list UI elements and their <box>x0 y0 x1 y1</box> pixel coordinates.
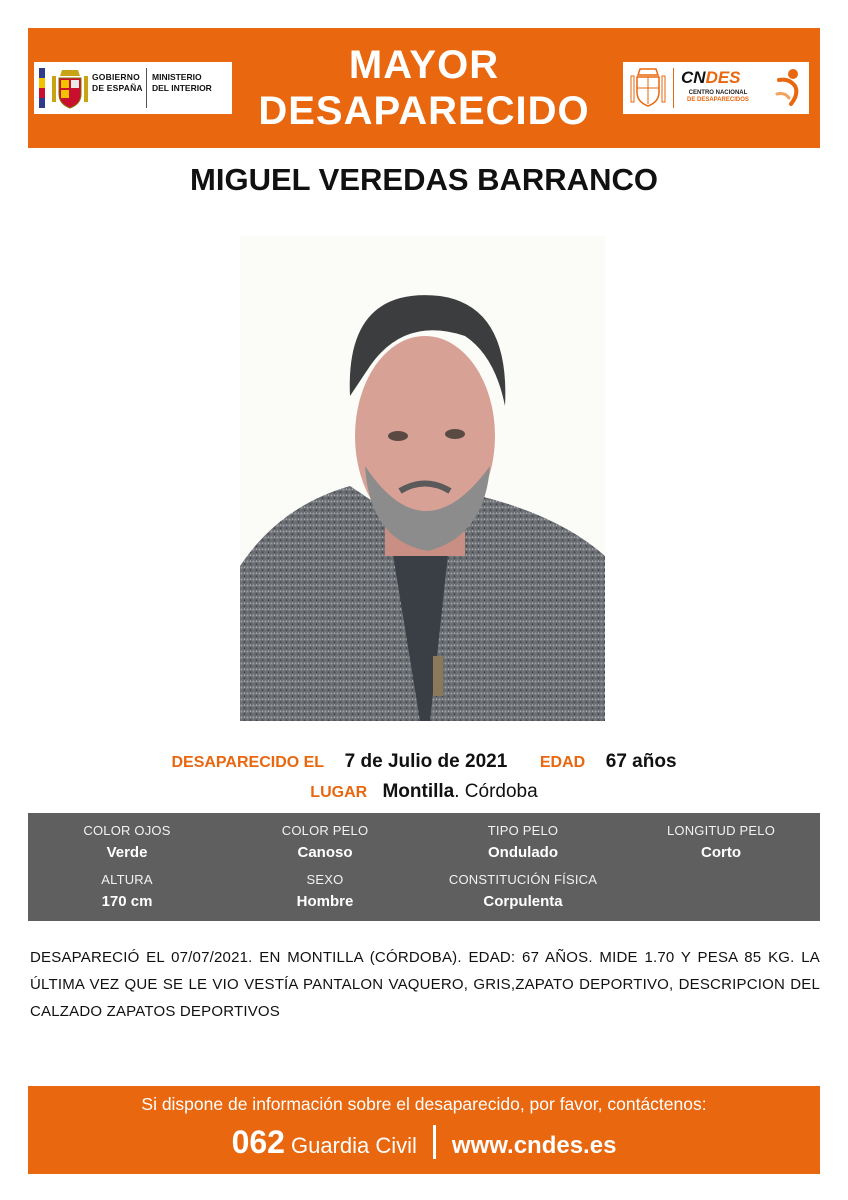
footer-divider <box>433 1125 436 1159</box>
gov-logo-divider <box>146 68 147 108</box>
features-panel <box>28 813 820 921</box>
feature-label: CONSTITUCIÓN FÍSICA <box>448 872 598 887</box>
coat-of-arms-icon <box>50 66 90 110</box>
summary-line-1 <box>0 751 848 773</box>
feature-sex <box>226 872 424 910</box>
missing-date-value: 7 de Julio de 2021 <box>344 751 508 772</box>
case-description: DESAPARECIÓ EL 07/07/2021. EN MONTILLA (CÓRDOBA). EDAD: 67 AÑOS. MIDE 1.70 Y PESA 85 KG. LA ÚLTIMA VEZ QUE SE LE VIO VESTÍA PANTALON VAQUERO, GRIS,ZAPATO DEPORTIVO, DESCRIPCION DEL CALZADO ZAPATOS DEPORTIVOS <box>30 949 820 1020</box>
cndes-sub-line-1: CENTRO NACIONAL <box>688 90 748 96</box>
feature-label: ALTURA <box>101 872 153 887</box>
phone-number[interactable]: 062 <box>231 1124 285 1160</box>
place-label: LUGAR <box>310 784 368 801</box>
feature-value: 170 cm <box>101 893 153 910</box>
feature-value: Verde <box>106 844 148 861</box>
summary-line-2 <box>0 781 848 803</box>
feature-hair-type <box>424 823 622 861</box>
feature-eye-color <box>28 823 226 861</box>
cndes-logo <box>623 62 809 114</box>
feature-value: Corpulenta <box>483 893 563 910</box>
feature-label: SEXO <box>306 872 344 887</box>
age-label: EDAD <box>539 754 586 771</box>
website-link[interactable]: www.cndes.es <box>451 1132 617 1159</box>
feature-hair-length <box>622 823 820 861</box>
cndes-subtitle <box>687 90 749 104</box>
contact-details <box>28 1124 820 1161</box>
person-photo <box>240 236 605 721</box>
place-province: . Córdoba <box>454 781 538 802</box>
missing-date-label: DESAPARECIDO EL <box>171 754 325 771</box>
contact-info-text: Si dispone de información sobre el desaparecido, por favor, contáctenos: <box>141 1094 707 1114</box>
title-line-1: MAYOR <box>348 43 500 87</box>
title-line-2: DESAPARECIDO <box>258 89 590 133</box>
cndes-brand <box>681 68 741 88</box>
feature-value: Ondulado <box>488 844 558 861</box>
running-figure-icon <box>773 66 805 110</box>
feature-label: COLOR OJOS <box>83 823 171 838</box>
feature-label: COLOR PELO <box>281 823 369 838</box>
ministry-line-1: MINISTERIO <box>152 72 202 82</box>
gov-logo-text <box>92 72 143 94</box>
contact-footer <box>28 1086 820 1174</box>
ministry-text <box>152 72 212 94</box>
gov-line-1: GOBIERNO <box>92 72 140 82</box>
feature-hair-color <box>226 823 424 861</box>
cndes-brand-cn: CN <box>681 68 706 87</box>
feature-label: LONGITUD PELO <box>666 823 776 838</box>
feature-value: Corto <box>701 844 741 861</box>
feature-label: TIPO PELO <box>487 823 559 838</box>
gov-line-2: DE ESPAÑA <box>92 83 143 93</box>
spain-flag-icon <box>39 68 45 108</box>
age-value: 67 años <box>605 751 677 772</box>
cndes-logo-divider <box>673 68 674 108</box>
header-banner <box>28 28 820 148</box>
ministry-line-2: DEL INTERIOR <box>152 83 212 93</box>
poster-title <box>228 42 620 134</box>
person-name: MIGUEL VEREDAS BARRANCO <box>190 162 658 197</box>
agency-name: Guardia Civil <box>290 1133 417 1158</box>
coat-of-arms-outline-icon <box>629 66 667 110</box>
feature-build <box>424 872 622 910</box>
cndes-brand-des: DES <box>705 68 741 87</box>
place-city: Montilla <box>382 781 455 802</box>
feature-value: Hombre <box>296 893 354 910</box>
gobierno-espana-logo <box>34 62 232 114</box>
feature-height <box>28 872 226 910</box>
feature-value: Canoso <box>297 844 353 861</box>
cndes-sub-line-2: DE DESAPARECIDOS <box>687 97 749 103</box>
